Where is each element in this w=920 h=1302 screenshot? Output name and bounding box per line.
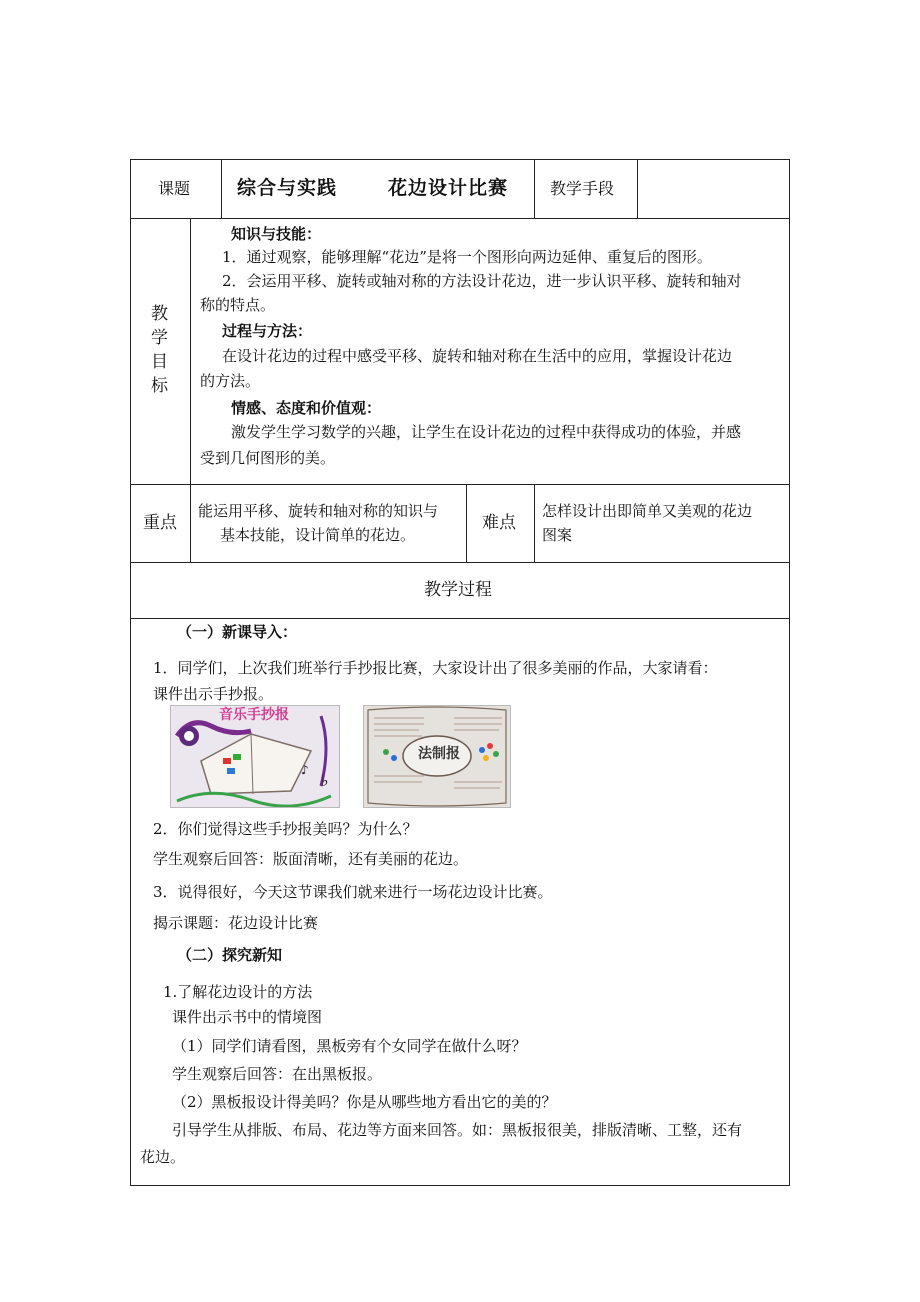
key-label: 重点	[143, 513, 177, 533]
svg-text:♪: ♪	[301, 763, 309, 777]
process-heading: 过程与方法：	[222, 322, 313, 340]
goals-label-4: 标	[151, 376, 168, 396]
col-divider-goals	[190, 218, 191, 563]
knowledge-heading: 知识与技能：	[231, 225, 322, 243]
process-line-8: 课件出示书中的情境图	[172, 1008, 323, 1026]
col-divider-key-2	[534, 484, 535, 563]
key-text-a: 能运用平移、旋转和轴对称的知识与	[198, 502, 439, 520]
row-divider-3	[130, 562, 790, 563]
knowledge-item-2b: 称的特点。	[200, 296, 276, 314]
topic-label: 课题	[158, 179, 191, 198]
process-line-4: 学生观察后回答：版面清晰，还有美丽的花边。	[153, 850, 469, 868]
process-line-12: 引导学生从排版、布局、花边等方面来回答。如：黑板报很美，排版清晰、工整，还有	[172, 1121, 743, 1139]
row-divider-2	[130, 484, 790, 485]
law-newspaper-image	[363, 705, 511, 808]
process-text-a: 在设计花边的过程中感受平移、旋转和轴对称在生活中的应用，掌握设计花边	[222, 347, 733, 365]
process-line-2: 课件出示手抄报。	[153, 685, 274, 703]
section-2-heading: （二）探究新知	[177, 946, 283, 964]
section-title: 教学过程	[424, 580, 492, 600]
section-1-heading: （一）新课导入：	[177, 623, 298, 641]
process-line-7: 1.了解花边设计的方法	[163, 983, 313, 1001]
col-divider-key-1	[466, 484, 467, 563]
col-divider-header-3	[637, 159, 638, 219]
emotion-text-a: 激发学生学习数学的兴趣，让学生在设计花边的过程中获得成功的体验，并感	[231, 423, 742, 441]
col-divider-header-2	[534, 159, 535, 219]
difficult-text-b: 图案	[542, 526, 573, 544]
row-divider-4	[130, 618, 790, 619]
process-line-3: 2．你们觉得这些手抄报美吗？为什么？	[153, 820, 418, 838]
process-line-10: 学生观察后回答：在出黑板报。	[172, 1065, 383, 1083]
knowledge-item-2a: 2．会运用平移、旋转或轴对称的方法设计花边，进一步认识平移、旋转和轴对	[222, 272, 742, 290]
page-title-part1: 综合与实践	[237, 177, 338, 199]
process-line-9: （1）同学们请看图，黑板旁有个女同学在做什么呀？	[172, 1037, 527, 1055]
difficult-text-a: 怎样设计出即简单又美观的花边	[542, 502, 753, 520]
emotion-text-b: 受到几何图形的美。	[200, 449, 336, 467]
process-text-b: 的方法。	[200, 372, 261, 390]
table-border-right	[789, 159, 790, 1186]
music-newspaper-title: 音乐手抄报	[219, 707, 289, 723]
table-border-bottom	[130, 1185, 790, 1186]
table-border-left	[130, 159, 131, 1186]
col-divider-header-1	[221, 159, 222, 219]
table-border-top	[130, 159, 790, 160]
process-line-13: 花边。	[140, 1148, 186, 1166]
goals-label-1: 教	[151, 304, 168, 324]
law-newspaper-title: 法制报	[418, 746, 460, 762]
row-divider-1	[130, 218, 790, 219]
difficult-label: 难点	[482, 513, 516, 533]
key-text-b: 基本技能，设计简单的花边。	[220, 526, 416, 544]
process-line-6: 揭示课题：花边设计比赛	[153, 914, 319, 932]
knowledge-item-1: 1．通过观察，能够理解“花边”是将一个图形向两边延伸、重复后的图形。	[222, 248, 712, 266]
goals-label-3: 目	[151, 352, 168, 372]
goals-label-2: 学	[151, 328, 168, 348]
music-newspaper-image	[170, 705, 340, 808]
emotion-heading: 情感、态度和价值观：	[231, 399, 382, 417]
process-line-5: 3．说得很好，今天这节课我们就来进行一场花边设计比赛。	[153, 883, 553, 901]
means-label: 教学手段	[550, 179, 615, 198]
page-title-part2: 花边设计比赛	[388, 177, 509, 199]
process-line-11: （2）黑板报设计得美吗？你是从哪些地方看出它的美的？	[172, 1093, 557, 1111]
process-line-1: 1．同学们，上次我们班举行手抄报比赛，大家设计出了很多美丽的作品，大家请看：	[153, 659, 718, 677]
svg-text:♭: ♭	[321, 771, 329, 790]
